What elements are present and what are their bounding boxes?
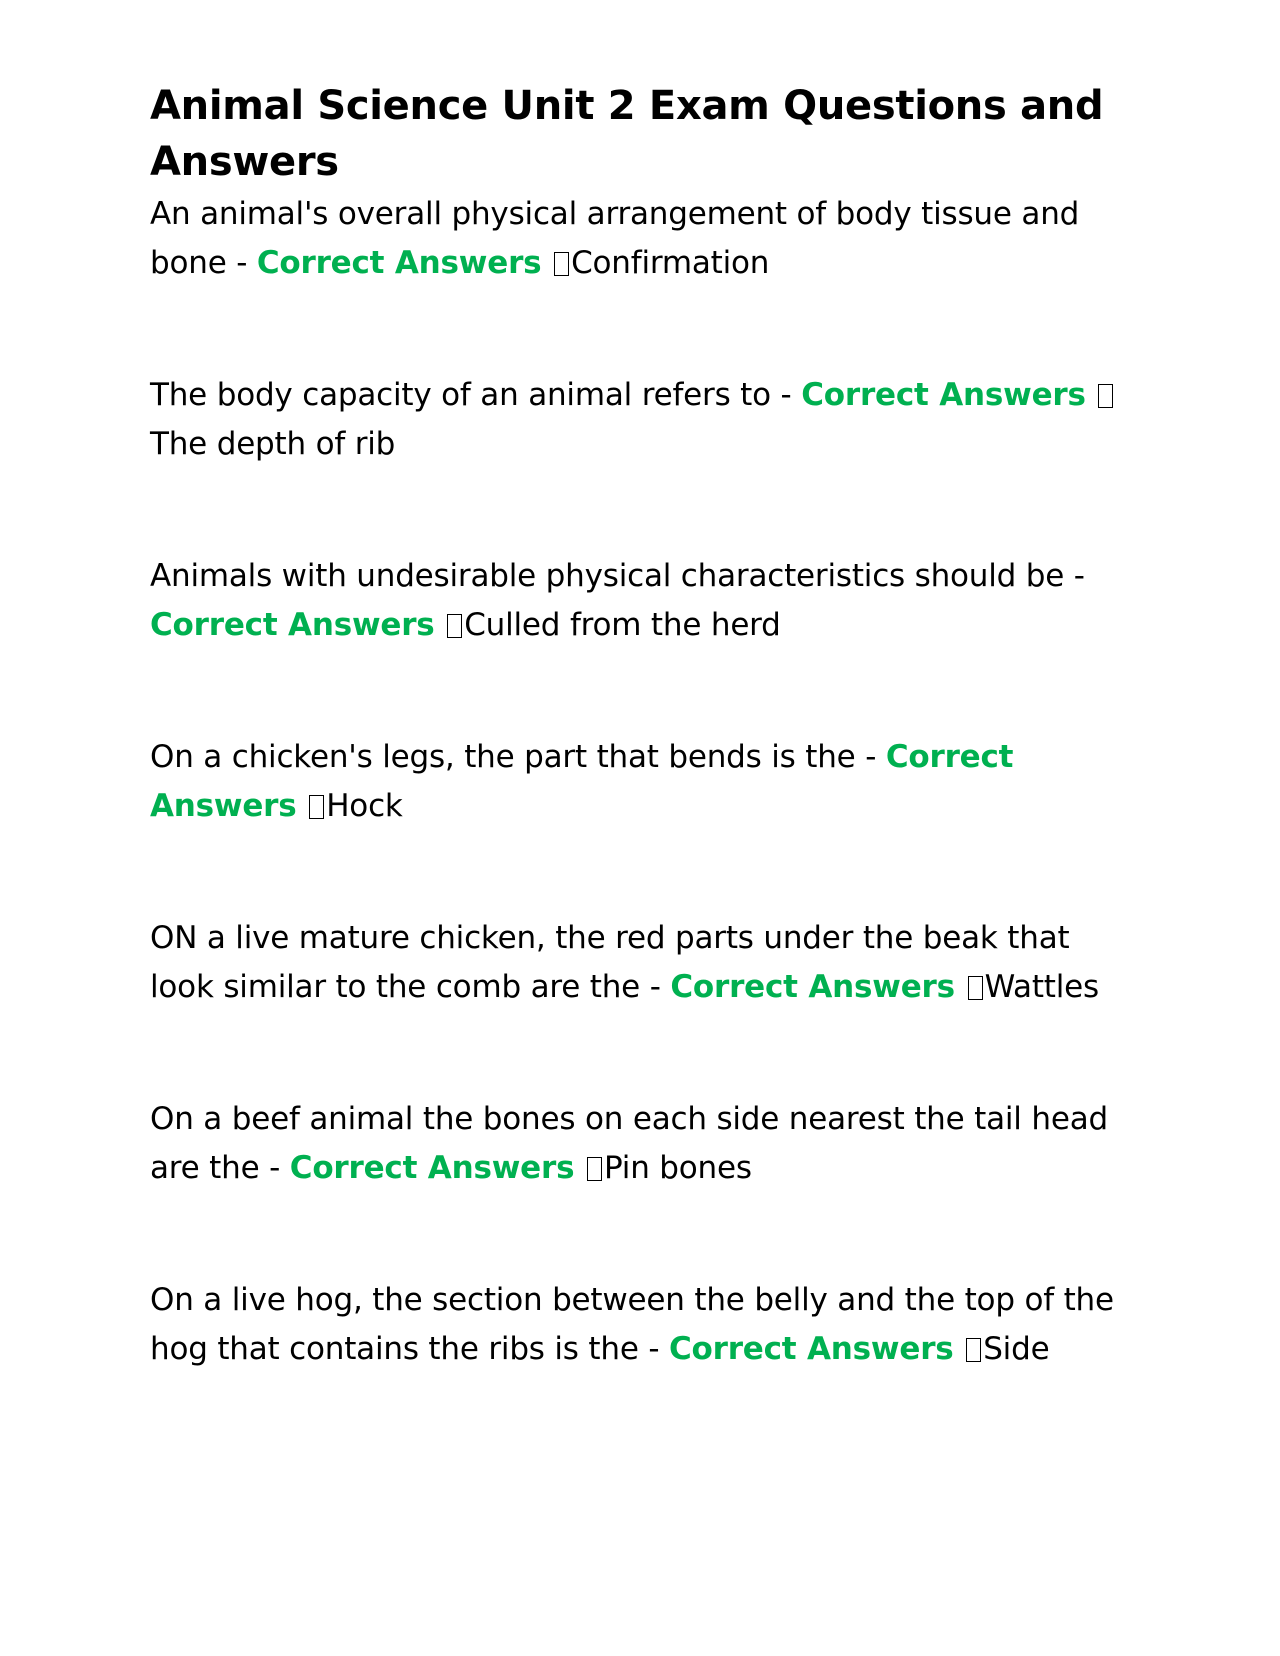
correct-answers-label: Correct Answers <box>289 1150 575 1186</box>
qa-item <box>150 1276 1130 1374</box>
missing-glyph-icon <box>966 1338 981 1362</box>
question-text: Animals with undesirable physical characteristics should be - <box>150 558 1085 594</box>
missing-glyph-icon <box>587 1157 602 1181</box>
question-text: On a live hog, the section between the belly and the top of the hog that contains the ribs is the - <box>150 1282 1114 1367</box>
correct-answers-label: Correct Answers <box>256 245 542 281</box>
correct-answers-label: Correct Answers <box>668 1331 954 1367</box>
qa-item <box>150 552 1130 650</box>
document-title: Animal Science Unit 2 Exam Questions and Answers <box>150 83 1104 185</box>
correct-answers-label: Correct Answers <box>801 377 1086 413</box>
correct-answers-label: Correct Answers <box>150 739 1014 824</box>
missing-glyph-icon <box>1098 384 1113 408</box>
answer-text: Wattles <box>984 969 1099 1005</box>
missing-glyph-icon <box>968 976 983 1000</box>
qa-item <box>150 733 1130 831</box>
answer-text: Culled from the herd <box>464 607 781 643</box>
qa-item <box>150 371 1130 469</box>
answer-text: Pin bones <box>603 1150 752 1186</box>
question-text: The body capacity of an animal refers to - <box>150 377 802 413</box>
missing-glyph-icon <box>447 614 462 638</box>
qa-item <box>150 914 1130 1012</box>
question-text: ON a live mature chicken, the red parts under the beak that look similar to the comb are the - <box>150 920 1070 1005</box>
qa-item <box>150 1095 1130 1193</box>
question-text: On a beef animal the bones on each side nearest the tail head are the - <box>150 1101 1108 1186</box>
answer-text: Confirmation <box>571 245 770 281</box>
question-text: An animal's overall physical arrangement of body tissue and bone - <box>150 196 1080 281</box>
correct-answers-label: Correct Answers <box>670 969 955 1005</box>
missing-glyph-icon <box>554 252 569 276</box>
qa-item <box>150 190 1130 288</box>
answer-text: Hock <box>326 788 403 824</box>
answer-text: Side <box>983 1331 1050 1367</box>
document-body <box>150 78 1130 1374</box>
correct-answers-label: Correct Answers <box>150 607 435 643</box>
missing-glyph-icon <box>309 795 324 819</box>
question-text: On a chicken's legs, the part that bends is the - <box>150 739 886 775</box>
answer-text: The depth of rib <box>150 426 396 462</box>
